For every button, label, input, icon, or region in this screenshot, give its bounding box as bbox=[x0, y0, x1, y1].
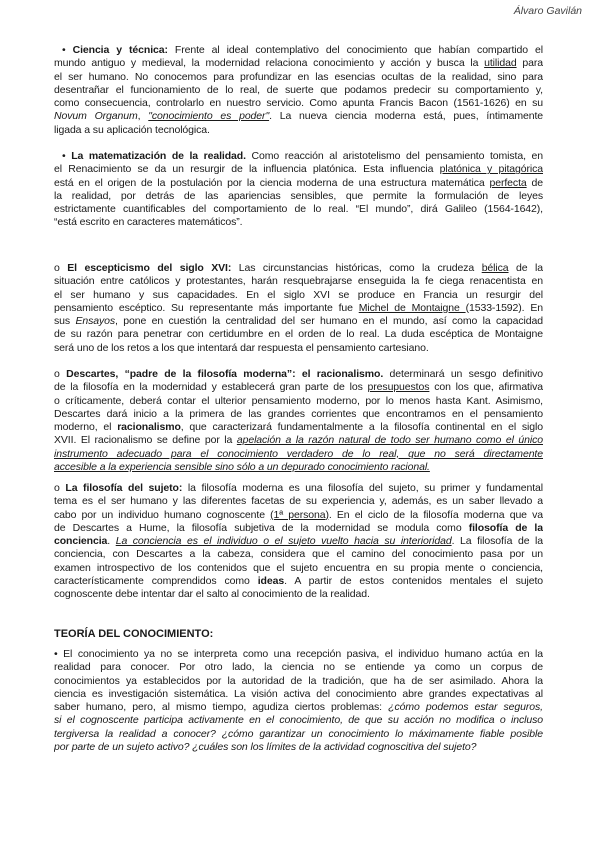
text-line bbox=[54, 482, 543, 495]
text: el ser humano y sus capacidades. En el siglo XVI se produce en Francia un resurgir del bbox=[54, 288, 543, 301]
bold-text: filosofía de la bbox=[468, 521, 543, 534]
text-line bbox=[54, 562, 543, 575]
text: como consecuencia, controlarlo en nuestro servicio. Como apunta Francis Bacon (1561-1626) en su bbox=[54, 97, 543, 110]
text-line bbox=[54, 84, 543, 97]
text: • bbox=[62, 44, 73, 56]
text-line bbox=[54, 395, 543, 408]
underlined-text: "conocimiento es poder" bbox=[148, 110, 270, 123]
bold-text: racionalismo bbox=[117, 421, 181, 434]
section-heading: TEORÍA DEL CONOCIMIENTO: bbox=[54, 628, 214, 640]
text: para bbox=[516, 57, 543, 70]
paragraph-descartes bbox=[54, 368, 543, 474]
text: , bbox=[137, 110, 149, 123]
text: ciencia es investigación sistemática. La visión activa del conocimiento abre grandes expectativas al bbox=[54, 687, 543, 700]
text: cognoscente debe intentar dar el salto al conocimiento de la realidad. bbox=[54, 588, 370, 601]
text: mundo antiguo y medieval, la modernidad relaciona conocimiento y acción y busca la bbox=[54, 57, 485, 70]
text-line bbox=[54, 177, 543, 190]
italic-text: Ensayos bbox=[75, 315, 116, 328]
text: sus bbox=[54, 315, 76, 328]
text: • El conocimiento ya no se interpreta como una recepción pasiva, el individuo humano actúa en la bbox=[54, 648, 543, 660]
text: . La filosofía de la bbox=[451, 535, 543, 548]
text: la realidad, por detrás de las apariencias sensibles, que permite la formulación de leyes bbox=[54, 189, 543, 202]
text: el Renacimiento se da un resurgir de la influencia platónica. Esta influencia bbox=[54, 163, 440, 176]
text-line bbox=[54, 203, 543, 216]
bold-text: La filosofía del sujeto: bbox=[65, 482, 183, 494]
text: • bbox=[62, 150, 72, 162]
text: estrictamente cuantificables del comportamiento de lo real. “El mundo”, dirá Galileo (1564-1642), bbox=[54, 203, 543, 216]
paragraph-teoria-conocimiento bbox=[54, 648, 543, 754]
text: Las circunstancias históricas, como la crudeza bbox=[231, 262, 482, 274]
paragraph-ciencia-y-tecnica bbox=[54, 44, 543, 137]
text-line bbox=[54, 588, 543, 601]
bold-text: Descartes, “padre de la filosofía moderna”: el racionalismo. bbox=[66, 368, 384, 380]
text-line bbox=[54, 368, 543, 381]
text: de Descartes a Hume, la filosofía subjetiva de la modernidad se modula como bbox=[54, 521, 469, 534]
text: conciencia, con Descartes a la cabeza, considera que el camino del conocimiento pasa por un bbox=[54, 548, 543, 561]
text-line bbox=[54, 44, 543, 57]
text-line bbox=[54, 342, 543, 355]
text: . bbox=[107, 535, 116, 548]
text: está en el origen de la postulación por la ciencia moderna de una estructura matemática bbox=[54, 176, 490, 189]
underlined-text: Michel de Montaigne bbox=[358, 301, 466, 314]
underlined-text: apelación a la razón natural de todo ser humano como el único bbox=[236, 434, 543, 447]
text-line bbox=[54, 150, 543, 163]
underlined-text: (1ª persona) bbox=[270, 508, 329, 521]
author-header: Álvaro Gavilán bbox=[513, 5, 582, 17]
paragraph-matematizacion bbox=[54, 150, 543, 230]
text: de su razón para penetrar con certidumbre en el orden de lo real. La duda escéptica de Montaigne bbox=[54, 328, 543, 341]
text: Como reacción al aristotelismo del pensamiento tomista, en bbox=[245, 150, 543, 162]
text: tema es el ser humano y las diferentes facetas de su experiencia y, además, es un saber llevado a bbox=[54, 495, 543, 508]
text: examen introspectivo de los contenidos que el sujeto encuentra en su propia mente o conciencia, bbox=[54, 561, 543, 574]
text-line bbox=[54, 275, 543, 288]
text-line bbox=[54, 522, 543, 535]
text: o bbox=[54, 262, 68, 274]
text: de la bbox=[508, 262, 543, 274]
text: XVII. El racionalismo se define por la bbox=[54, 434, 237, 447]
text: determinará un sesgo definitivo bbox=[383, 368, 543, 380]
paragraph-filosofia-del-sujeto bbox=[54, 482, 543, 602]
text-line bbox=[54, 495, 543, 508]
text-line bbox=[54, 741, 543, 754]
text-line bbox=[54, 509, 543, 522]
underlined-text: bélica bbox=[481, 262, 509, 274]
underlined-text: platónica y pitagórica bbox=[439, 163, 543, 176]
text-line bbox=[54, 688, 543, 701]
italic-text: si el cognoscente participa activamente en el conocimiento, de que su acción no modifica o incluso bbox=[54, 714, 543, 727]
text-line bbox=[54, 661, 543, 674]
text: será uno de los retos a los que intentará dar respuesta el pensamiento cartesiano. bbox=[54, 341, 429, 354]
text-line bbox=[54, 701, 543, 714]
text-line bbox=[54, 648, 543, 661]
paragraph-escepticismo bbox=[54, 262, 543, 355]
bold-text: El escepticismo del siglo XVI: bbox=[67, 262, 232, 274]
text-line bbox=[54, 421, 543, 434]
underlined-text: perfecta bbox=[489, 176, 527, 189]
italic-text: Novum Organum bbox=[54, 110, 138, 123]
text: situación entre católicos y protestantes, harán resquebrajarse enseguida la fe ciega renacentista en bbox=[54, 275, 543, 288]
text: cabo por un individuo humano cognoscente bbox=[54, 508, 271, 521]
text: saber humano, pero, al mismo tiempo, agudiza ciertos problemas: bbox=[54, 701, 389, 714]
text: o bbox=[54, 368, 67, 380]
text-line bbox=[54, 124, 543, 137]
text: con los que, afirmativa bbox=[429, 381, 543, 394]
italic-text: ¿cómo podemos estar seguros, bbox=[388, 701, 543, 714]
text-line bbox=[54, 163, 543, 176]
text-line bbox=[54, 448, 543, 461]
text-line bbox=[54, 216, 543, 229]
underlined-text: instrumento adecuado para el conocimiento verdadero de lo real, que no será directamente bbox=[54, 447, 543, 460]
text: el ser humano. No conocemos para profundizar en las esencias ocultas de la realidad, sino para bbox=[54, 70, 543, 83]
text-line bbox=[54, 434, 543, 447]
text: de bbox=[526, 176, 543, 189]
text-line bbox=[54, 675, 543, 688]
text-line bbox=[54, 728, 543, 741]
text-line bbox=[54, 381, 543, 394]
text: , pone en cuestión la centralidad del ser humano en el mundo, así como la capacidad bbox=[115, 315, 543, 328]
text: pensamiento escéptico. Su representante más importante fue bbox=[54, 301, 359, 314]
text-line bbox=[54, 262, 543, 275]
italic-text: tergiversa la realidad a conocer? ¿cómo garantizar un conocimiento lo máximamente fiable posible bbox=[54, 727, 543, 740]
text: . A partir de estos contenidos mentales el sujeto bbox=[284, 575, 543, 588]
text: . La nueva ciencia moderna está, pues, íntimamente bbox=[269, 110, 543, 123]
bold-text: La matematización de la realidad. bbox=[71, 150, 246, 162]
text: (1533-1592). En bbox=[465, 301, 543, 314]
text-line bbox=[54, 575, 543, 588]
text: o críticamente, deberá contar el ulterior pensamiento moderno, por lo menos hasta Kant. Asimismo, bbox=[54, 394, 543, 407]
text-line bbox=[54, 548, 543, 561]
text: de la filosofía en la modernidad y establecerá gran parte de los bbox=[54, 381, 368, 394]
underlined-text: accesible a la experiencia sensible sino sólo a un depurado conocimiento racional. bbox=[54, 461, 430, 474]
text: Descartes dará inicio a la primera de las grandes corrientes que encontramos en el pensamiento bbox=[54, 407, 543, 420]
text-line bbox=[54, 461, 543, 474]
bold-text: ideas bbox=[257, 575, 285, 588]
text-line bbox=[54, 714, 543, 727]
text: la filosofía moderna es una filosofía del sujeto, su primer y fundamental bbox=[182, 482, 543, 494]
underlined-text: presupuestos bbox=[367, 381, 430, 394]
text: , que caracterizará fundamentalmente a la filosofía continental en el siglo bbox=[180, 421, 543, 434]
text-line bbox=[54, 289, 543, 302]
text: Frente al ideal contemplativo del conocimiento que habían compartido el bbox=[167, 44, 543, 56]
text: . En el ciclo de la filosofía moderna que va bbox=[328, 508, 543, 521]
text: “está escrito en caracteres matemáticos”. bbox=[54, 216, 243, 229]
underlined-text: utilidad bbox=[484, 57, 517, 70]
bold-text: Ciencia y técnica: bbox=[72, 44, 168, 56]
text: ligada a su aplicación tecnológica. bbox=[54, 123, 210, 136]
text-line bbox=[54, 110, 543, 123]
italic-text: por parte de un sujeto activo? ¿cuáles son los límites de la actividad cognoscitiva del sujeto? bbox=[54, 741, 477, 754]
text-line bbox=[54, 408, 543, 421]
text: conocimientos ya establecidos por la autoridad de la tradición, que ha de ser asimilado. Ahora la bbox=[54, 674, 543, 687]
text-line bbox=[54, 328, 543, 341]
text: moderno, el bbox=[54, 421, 118, 434]
text: o bbox=[54, 482, 66, 494]
text: característicamente comprendidos como bbox=[54, 575, 258, 588]
text-line bbox=[54, 190, 543, 203]
underlined-text: La conciencia es el individuo o el sujeto vuelto hacia su interioridad bbox=[115, 535, 452, 548]
bold-text: conciencia bbox=[54, 535, 108, 548]
text: desentrañar el funcionamiento de lo real, de suerte que podamos predecir su comportamiento y, bbox=[54, 83, 543, 96]
text-line bbox=[54, 71, 543, 84]
text-line bbox=[54, 97, 543, 110]
text-line bbox=[54, 535, 543, 548]
text-line bbox=[54, 302, 543, 315]
text-line bbox=[54, 57, 543, 70]
text-line bbox=[54, 315, 543, 328]
text: realidad para conocer. Por otro lado, la ciencia no se entiende ya como un corpus de bbox=[54, 661, 543, 674]
